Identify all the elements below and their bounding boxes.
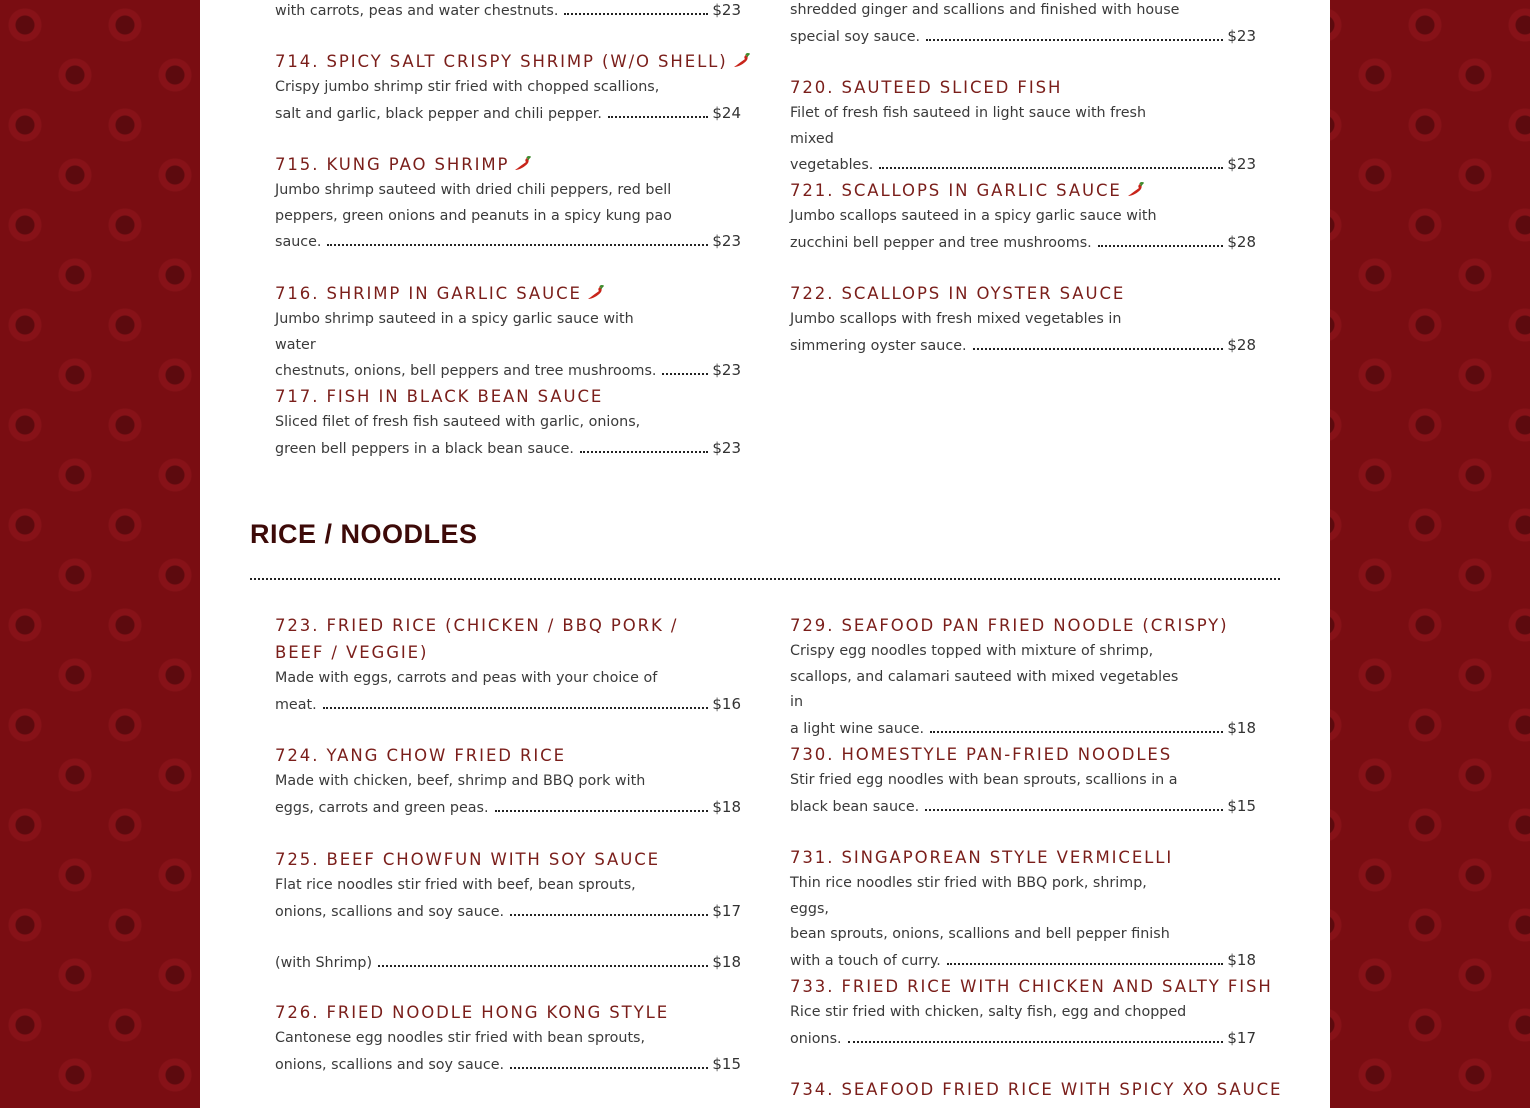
price-line bbox=[275, 899, 741, 926]
menu-item-719 bbox=[790, 0, 1256, 50]
item-description: Jumbo scallops sauteed in a spicy garlic sauce with bbox=[790, 208, 1157, 224]
item-price: $16 bbox=[712, 694, 741, 713]
item-title bbox=[275, 280, 741, 307]
item-description-last: chestnuts, onions, bell peppers and tree mushrooms. bbox=[275, 363, 657, 379]
item-price: $24 bbox=[712, 103, 741, 122]
item-description-last: onions. bbox=[790, 1030, 842, 1047]
item-title-text: 726. FRIED NOODLE HONG KONG STYLE bbox=[275, 1003, 670, 1022]
item-description: Made with chicken, beef, shrimp and BBQ pork with bbox=[275, 773, 646, 789]
menu-item-714 bbox=[275, 48, 741, 127]
item-title bbox=[275, 151, 741, 178]
menu-item-720 bbox=[790, 74, 1256, 179]
menu-item-726 bbox=[275, 999, 741, 1078]
item-title-text: 715. KUNG PAO SHRIMP bbox=[275, 155, 510, 174]
item-description: Jumbo shrimp sauteed with dried chili peppers, red bell bbox=[275, 182, 672, 198]
item-description: scallops, and calamari sauteed with mixed vegetables in bbox=[790, 668, 1179, 710]
item-title bbox=[790, 612, 1256, 639]
section-title: RICE / NOODLES bbox=[250, 519, 478, 549]
item-title: 723. FRIED RICE (CHICKEN / BBQ PORK / BEEF / VEGGIE) bbox=[275, 616, 679, 662]
item-title bbox=[790, 741, 1256, 768]
variant-label: (with Shrimp) bbox=[275, 955, 373, 971]
price-line bbox=[275, 229, 741, 256]
item-description: peppers, green onions and peanuts in a spicy kung pao bbox=[275, 207, 672, 224]
item-description: Cantonese egg noodles stir fried with bean sprouts, bbox=[275, 1030, 646, 1046]
dot-leader bbox=[510, 914, 708, 916]
item-title bbox=[790, 280, 1256, 307]
menu-item-722 bbox=[790, 280, 1256, 359]
item-description-last: onions, scallions and soy sauce. bbox=[275, 903, 505, 920]
dot-leader bbox=[879, 167, 1223, 169]
item-price: $18 bbox=[712, 797, 741, 816]
dot-leader bbox=[848, 1041, 1224, 1043]
item-description-last: eggs, carrots and green peas. bbox=[275, 799, 489, 816]
item-description-last: with carrots, peas and water chestnuts. bbox=[275, 3, 559, 19]
item-description: Jumbo shrimp sauteed in a spicy garlic sauce with water bbox=[275, 311, 634, 353]
menu-item-717 bbox=[275, 383, 741, 462]
item-title-text: 730. HOMESTYLE PAN-FRIED NOODLES bbox=[790, 745, 1173, 764]
item-description-last: simmering oyster sauce. bbox=[790, 337, 967, 354]
item-title-text: 714. SPICY SALT CRISPY SHRIMP (W/O SHELL) bbox=[275, 52, 728, 71]
item-description: Thin rice noodles stir fried with BBQ pork, shrimp, eggs, bbox=[790, 875, 1147, 917]
item-title-text: 716. SHRIMP IN GARLIC SAUCE bbox=[275, 284, 582, 303]
dot-leader bbox=[947, 963, 1224, 965]
menu-item-729 bbox=[790, 612, 1256, 742]
item-title bbox=[790, 1076, 1283, 1103]
price-line bbox=[790, 794, 1256, 821]
chili-pepper-icon bbox=[1126, 182, 1144, 198]
price-line bbox=[275, 101, 741, 128]
item-description-last: zucchini bell pepper and tree mushrooms. bbox=[790, 234, 1092, 251]
item-description: Crispy jumbo shrimp stir fried with chopped scallions, bbox=[275, 79, 660, 95]
item-price: $15 bbox=[1227, 796, 1256, 815]
menu-item-730 bbox=[790, 741, 1256, 820]
menu-panel bbox=[200, 0, 1330, 1108]
item-price: $23 bbox=[712, 232, 741, 250]
price-line bbox=[790, 948, 1256, 975]
menu-item-725 bbox=[275, 846, 741, 977]
item-title bbox=[790, 177, 1256, 204]
item-description: bean sprouts, onions, scallions and bell pepper finish bbox=[790, 926, 1170, 942]
item-price: $17 bbox=[1227, 1028, 1256, 1047]
price-line bbox=[275, 692, 741, 719]
item-price: $18 bbox=[1227, 718, 1256, 737]
section-divider bbox=[250, 578, 1280, 580]
item-price: $23 bbox=[712, 361, 741, 379]
dot-leader bbox=[925, 809, 1223, 811]
price-line bbox=[790, 716, 1256, 743]
menu-item-721 bbox=[790, 177, 1256, 256]
item-description: Filet of fresh fish sauteed in light sauce with fresh mixed bbox=[790, 105, 1147, 147]
dot-leader bbox=[662, 373, 708, 375]
item-title-text: 729. SEAFOOD PAN FRIED NOODLE (CRISPY) bbox=[790, 616, 1229, 635]
dot-leader bbox=[510, 1067, 708, 1069]
menu-item-723 bbox=[275, 612, 741, 718]
item-title bbox=[275, 846, 741, 873]
dot-leader bbox=[564, 13, 708, 15]
dot-leader bbox=[327, 244, 708, 246]
item-title-text: 731. SINGAPOREAN STYLE VERMICELLI bbox=[790, 848, 1174, 867]
item-description-last: meat. bbox=[275, 696, 317, 713]
item-description-last: a light wine sauce. bbox=[790, 720, 925, 737]
menu-item-733 bbox=[790, 973, 1273, 1052]
dot-leader bbox=[323, 707, 709, 709]
item-price: $15 bbox=[712, 1054, 741, 1073]
item-title bbox=[275, 383, 741, 410]
item-title-text: 733. FRIED RICE WITH CHICKEN AND SALTY FISH bbox=[790, 977, 1273, 996]
menu-item-734 bbox=[790, 1076, 1283, 1103]
item-title-text: 717. FISH IN BLACK BEAN SAUCE bbox=[275, 387, 604, 406]
menu-item-724 bbox=[275, 742, 741, 821]
item-price: $28 bbox=[1227, 335, 1256, 354]
item-title-text: 724. YANG CHOW FRIED RICE bbox=[275, 746, 566, 765]
item-title bbox=[790, 973, 1273, 1000]
dot-leader bbox=[495, 810, 709, 812]
item-price: $23 bbox=[712, 1, 741, 19]
item-description: Crispy egg noodles topped with mixture of shrimp, bbox=[790, 643, 1154, 659]
item-price: $23 bbox=[1227, 155, 1256, 173]
dot-leader bbox=[930, 731, 1223, 733]
price-line bbox=[275, 436, 741, 463]
item-description-last: vegetables. bbox=[790, 157, 874, 173]
menu-item-713 bbox=[275, 0, 741, 25]
item-description-last: onions, scallions and soy sauce. bbox=[275, 1056, 505, 1073]
item-price: $23 bbox=[1227, 26, 1256, 45]
item-description: Jumbo scallops with fresh mixed vegetables in bbox=[790, 311, 1122, 327]
item-description: Sliced filet of fresh fish sauteed with garlic, onions, bbox=[275, 414, 641, 430]
chili-pepper-icon bbox=[513, 156, 531, 172]
variant-price: $18 bbox=[712, 953, 741, 971]
variant-price-line bbox=[275, 950, 741, 977]
dot-leader bbox=[378, 965, 708, 967]
item-price: $17 bbox=[712, 901, 741, 920]
item-description: Flat rice noodles stir fried with beef, bean sprouts, bbox=[275, 877, 636, 893]
item-description-last: special soy sauce. bbox=[790, 28, 921, 45]
dot-leader bbox=[1098, 245, 1224, 247]
menu-item-715 bbox=[275, 151, 741, 256]
item-price: $28 bbox=[1227, 232, 1256, 251]
item-description-last: sauce. bbox=[275, 234, 322, 250]
chili-pepper-icon bbox=[586, 285, 604, 301]
item-description-last: green bell peppers in a black bean sauce. bbox=[275, 440, 574, 457]
item-description-last: with a touch of curry. bbox=[790, 952, 941, 969]
item-title-text: 721. SCALLOPS IN GARLIC SAUCE bbox=[790, 181, 1122, 200]
price-line bbox=[790, 24, 1256, 51]
item-description-last: salt and garlic, black pepper and chili pepper. bbox=[275, 105, 602, 122]
item-description-last: black bean sauce. bbox=[790, 798, 920, 815]
item-description: shredded ginger and scallions and finished with house bbox=[790, 2, 1180, 18]
price-line bbox=[275, 358, 741, 385]
item-title-text: 722. SCALLOPS IN OYSTER SAUCE bbox=[790, 284, 1126, 303]
menu-item-716 bbox=[275, 280, 741, 385]
item-title-text: 734. SEAFOOD FRIED RICE WITH SPICY XO SAUCE bbox=[790, 1080, 1283, 1099]
price-line bbox=[790, 1026, 1256, 1053]
price-line bbox=[275, 0, 741, 25]
price-line bbox=[790, 333, 1256, 360]
dot-leader bbox=[608, 116, 708, 118]
item-title-text: 725. BEEF CHOWFUN WITH SOY SAUCE bbox=[275, 850, 660, 869]
item-title bbox=[790, 844, 1256, 871]
item-price: $18 bbox=[1227, 950, 1256, 969]
item-title bbox=[275, 48, 741, 75]
item-description: Made with eggs, carrots and peas with your choice of bbox=[275, 670, 658, 686]
item-price: $23 bbox=[712, 438, 741, 457]
price-line bbox=[790, 152, 1256, 179]
item-description: Rice stir fried with chicken, salty fish, egg and chopped bbox=[790, 1004, 1187, 1020]
item-title bbox=[275, 742, 741, 769]
menu-item-731 bbox=[790, 844, 1256, 974]
price-line bbox=[275, 1052, 741, 1079]
item-title bbox=[790, 74, 1256, 101]
dot-leader bbox=[926, 39, 1223, 41]
item-title bbox=[275, 999, 741, 1026]
dot-leader bbox=[973, 348, 1224, 350]
item-description: Stir fried egg noodles with bean sprouts, scallions in a bbox=[790, 772, 1178, 788]
item-title-text: 720. SAUTEED SLICED FISH bbox=[790, 78, 1063, 97]
dot-leader bbox=[580, 451, 708, 453]
price-line bbox=[790, 230, 1256, 257]
price-line bbox=[275, 795, 741, 822]
chili-pepper-icon bbox=[732, 53, 750, 69]
